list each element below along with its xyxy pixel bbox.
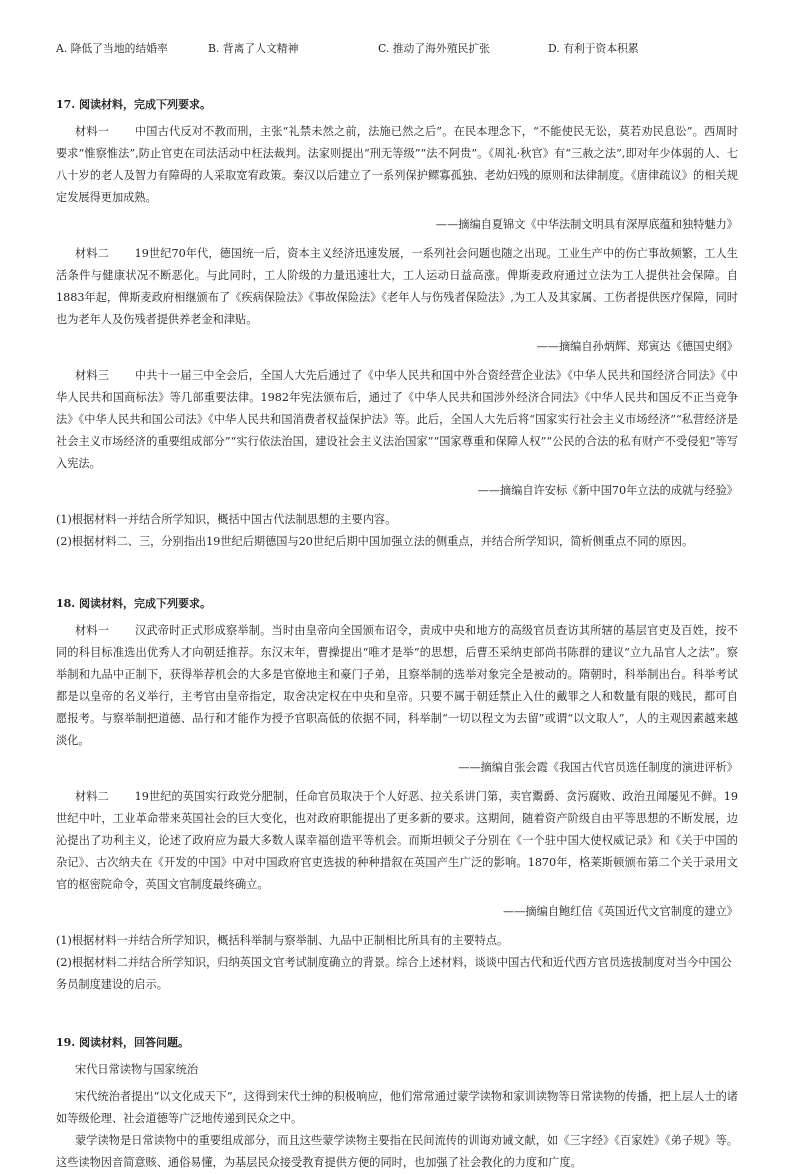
q17-material-3 (56, 365, 738, 475)
q17-material-2-label: 材料二 (75, 247, 109, 260)
answer-options-row (56, 38, 738, 60)
q17-material-2-text: 19世纪70年代，德国统一后，资本主义经济迅速发展，一系列社会问题也随之出现。工业生产中的伤亡事故频繁，工人生活条件与健康状况不断恶化。与此同时，工人阶级的力量迅速壮大，工人运动日益高涨。俾斯麦政府通过立法为工人提供社会保障。自1883年起，俾斯麦政府相继颁布了《疾病保险法》《事故保险法》《老年人与伤残者保险法》,为工人及其家属、工伤者提供医疗保障，同时也为老年人及伤残者提供养老金和津贴。 (56, 247, 738, 326)
q17-material-3-source: ——摘编自许安标《新中国70年立法的成就与经验》 (477, 484, 738, 497)
q17-requirement-1: (1)根据材料一并结合所学知识，概括中国古代法制思想的主要内容。 (56, 513, 397, 526)
question-17 (56, 94, 738, 553)
q17-requirement-2: (2)根据材料二、三，分别指出19世纪后期德国与20世纪后期中国加强立法的侧重点，并结合所学知识，简析侧重点不同的原因。 (56, 535, 694, 548)
q17-material-1-text: 中国古代反对不教而刑，主张“礼禁未然之前，法施已然之后”。在民本理念下，“不能使民无讼，莫若劝民息讼”。西周时要求“惟察惟法”,防止官吏在司法活动中枉法裁判。法家则提出“刑无等级”“法不阿贵”。《周礼·秋官》有“三赦之法”,即对年少体弱的人、七八十岁的老人及智力有障碍的人采取宽宥政策。秦汉以后建立了一系列保护鳏寡孤独、老幼妇残的原则和法律制度。《唐律疏议》的相关规定发展得更加成熟。 (56, 125, 738, 204)
q19-paragraph-1: 宋代统治者提出“以文化成天下”，这得到宋代士绅的积极响应，他们常常通过蒙学读物和家训读物等日常读物的传播，把上层人士的诸如等级伦理、社会道德等广泛地传递到民众之中。 (56, 1090, 738, 1125)
q17-material-2-source: ——摘编自孙炳辉、郑寅达《德国史纲》 (536, 340, 738, 353)
q18-material-1-label: 材料一 (75, 624, 110, 637)
q17-material-3-text: 中共十一届三中全会后，全国人大先后通过了《中华人民共和国中外合资经营企业法》《中华人民共和国经济合同法》《中华人民共和国商标法》等几部重要法律。1982年宪法颁布后，通过了《中华人民共和国涉外经济合同法》《中华人民共和国反不正当竞争法》《中华人民共和国公司法》《中华人民共和国消费者权益保护法》等。此后，全国人大先后将“国家实行社会主义市场经济”“私营经济是社会主义市场经济的重要组成部分”“实行依法治国，建设社会主义法治国家”“国家尊重和保障人权”“公民的合法的私有财产不受侵犯”等写入宪法。 (56, 369, 738, 470)
option-a: A. 降低了当地的结婚率 (56, 42, 168, 55)
q17-material-1-label: 材料一 (75, 125, 110, 138)
option-b: B. 背离了人文精神 (208, 42, 299, 55)
q17-material-1 (56, 121, 738, 209)
question-18-title: 18. 阅读材料，完成下列要求。 (56, 597, 211, 610)
q18-material-2-label: 材料二 (75, 790, 109, 803)
option-c: C. 推动了海外殖民扩张 (378, 42, 490, 55)
q17-material-3-label: 材料三 (75, 369, 110, 382)
q18-material-2-source: ——摘编自鲍红信《英国近代文官制度的建立》 (503, 905, 738, 918)
question-18 (56, 593, 738, 996)
q19-subtitle: 宋代日常读物与国家统治 (75, 1063, 199, 1076)
question-19-title: 19. 阅读材料，回答问题。 (56, 1036, 189, 1049)
q18-requirement-1: (1)根据材料一并结合所学知识，概括科举制与察举制、九品中正制相比所具有的主要特点。 (56, 934, 509, 947)
q18-material-1-text: 汉武帝时正式形成察举制。当时由皇帝向全国颁布诏令，责成中央和地方的高级官员查访其所辖的基层官吏及百姓，按不同的科目标准选出优秀人才向朝廷推荐。东汉末年，曹操提出“唯才是举”的思想，后曹丕采纳吏部尚书陈群的建议“立九品官人之法”。察举制和九品中正制下，获得举荐机会的大多是官僚地主和豪门子弟，且察举制的选举对象完全是被动的。隋朝时，科举制出台。科举考试都是以皇帝的名义举行，主考官由皇帝指定，取舍决定权在中央和皇帝。只要不属于朝廷禁止入仕的戴罪之人和数量有限的贱民，都可自愿报考。与察举制把道德、品行和才能作为授予官职高低的依据不同，科举制“一切以程文为去留”或谓“以文取人”，人的主观因素越来越淡化。 (56, 624, 738, 747)
option-d: D. 有利于资本积累 (548, 42, 639, 55)
question-17-title: 17. 阅读材料，完成下列要求。 (56, 98, 211, 111)
q18-material-2 (56, 786, 738, 896)
q18-material-1 (56, 620, 738, 752)
q17-material-2 (56, 243, 738, 331)
q18-material-1-source: ——摘编自张会霞《我国古代官员选任制度的演进评析》 (458, 761, 738, 774)
q17-material-1-source: ——摘编自夏锦文《中华法制文明具有深厚底蕴和独特魅力》 (435, 218, 738, 231)
q19-paragraph-2: 蒙学读物是日常读物中的重要组成部分，而且这些蒙学读物主要指在民间流传的训诲劝诫文献，如《三字经》《百家姓》《弟子规》等。这些读物因音简意赅、通俗易懂，为基层民众接受教育提供方便的同时，也加强了社会教化的力度和广度。 (56, 1134, 738, 1169)
q18-requirement-2: (2)根据材料二并结合所学知识，归纳英国文官考试制度确立的背景。综合上述材料，谈谈中国古代和近代西方官员选拔制度对当今中国公务员制度建设的启示。 (56, 956, 732, 991)
question-19 (56, 1032, 738, 1174)
q18-material-2-text: 19世纪的英国实行政党分肥制，任命官员取决于个人好恶、拉关系讲门第，卖官鬻爵、贪污腐败、政治丑闻屡见不鲜。19世纪中叶，工业革命带来英国社会的巨大变化，也对政府职能提出了更多新的要求。这期间，随着资产阶级自由平等思想的不断发展，边沁提出了功利主义，论述了政府应为最大多数人谋幸福创造平等机会。而斯坦顿父子分别在《一个驻中国大使权威记录》和《关于中国的杂记》、古次纳夫在《开发的中国》中对中国政府官吏选拔的种种措叙在英国产生广泛的影响。1870年，格莱斯顿颁布第二个关于录用文官的枢密院命令，英国文官制度最终确立。 (56, 790, 738, 891)
